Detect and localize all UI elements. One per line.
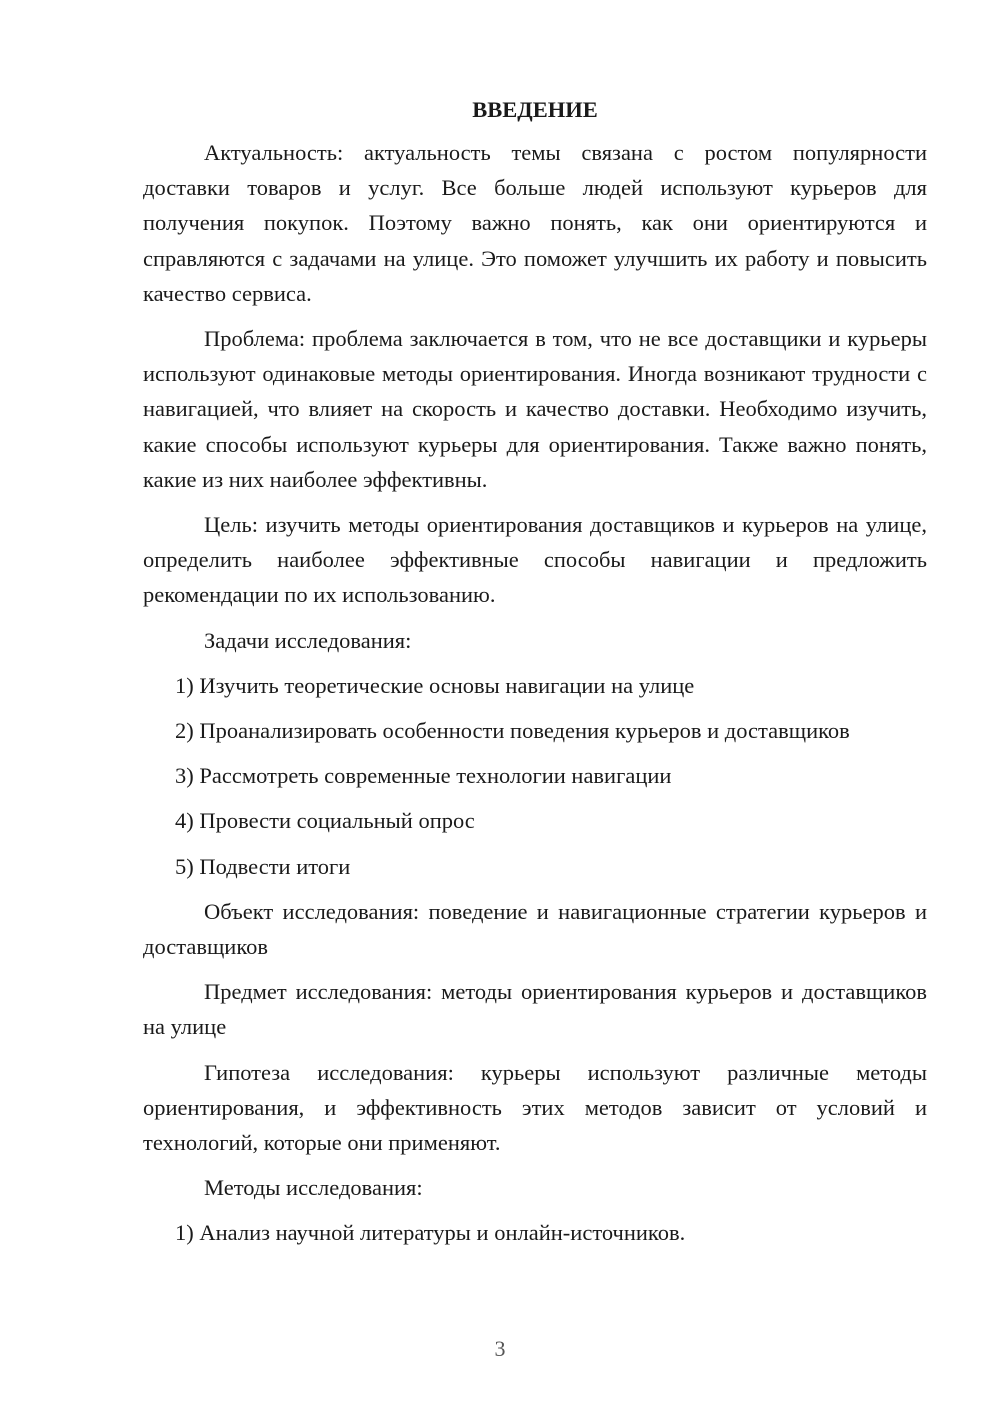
task-item: 3) Рассмотреть современные технологии навигации [175,763,672,789]
method-item: 1) Анализ научной литературы и онлайн-источников. [175,1220,686,1246]
hypothesis-paragraph: Гипотеза исследования: курьеры используют различные методы ориентирования, и эффективность этих методов зависит от условий и технологий, которые они применяют. [143,1059,927,1156]
problem-paragraph: Проблема: проблема заключается в том, что не все доставщики и курьеры используют одинаковые методы ориентирования. Иногда возникают трудности с навигацией, что влияет на скорость и качество доставки. Необходимо изучить, какие способы используют курьеры для ориентирования. Также важно понять, какие из них наиболее эффективны. [143,326,927,492]
task-item: 5) Подвести итоги [175,853,351,879]
relevance-paragraph: Актуальность: актуальность темы связана с ростом популярности доставки товаров и услуг. Все больше людей используют курьеров для получения покупок. Поэтому важно понять, как они ориентируются и справляются с задачами на улице. Это поможет улучшить их работу и повысить качество сервиса. [143,140,927,306]
subject-paragraph: Предмет исследования: методы ориентирования курьеров и доставщиков на улице [143,979,927,1040]
task-item: 1) Изучить теоретические основы навигации на улице [175,672,695,698]
methods-heading: Методы исследования: [204,1175,423,1201]
object-paragraph: Объект исследования: поведение и навигационные стратегии курьеров и доставщиков [143,898,927,960]
tasks-list [143,668,927,884]
section-title: ВВЕДЕНИЕ [472,97,598,122]
methods-list [143,1215,927,1250]
document-page [143,95,927,1261]
page-number: 3 [494,1336,506,1361]
goal-paragraph: Цель: изучить методы ориентирования доставщиков и курьеров на улице, определить наиболее эффективные способы навигации и предложить рекомендации по их использованию. [143,512,927,608]
task-item: 2) Проанализировать особенности поведения курьеров и доставщиков [175,718,850,744]
tasks-heading: Задачи исследования: [204,627,412,653]
task-item: 4) Провести социальный опрос [175,808,475,834]
